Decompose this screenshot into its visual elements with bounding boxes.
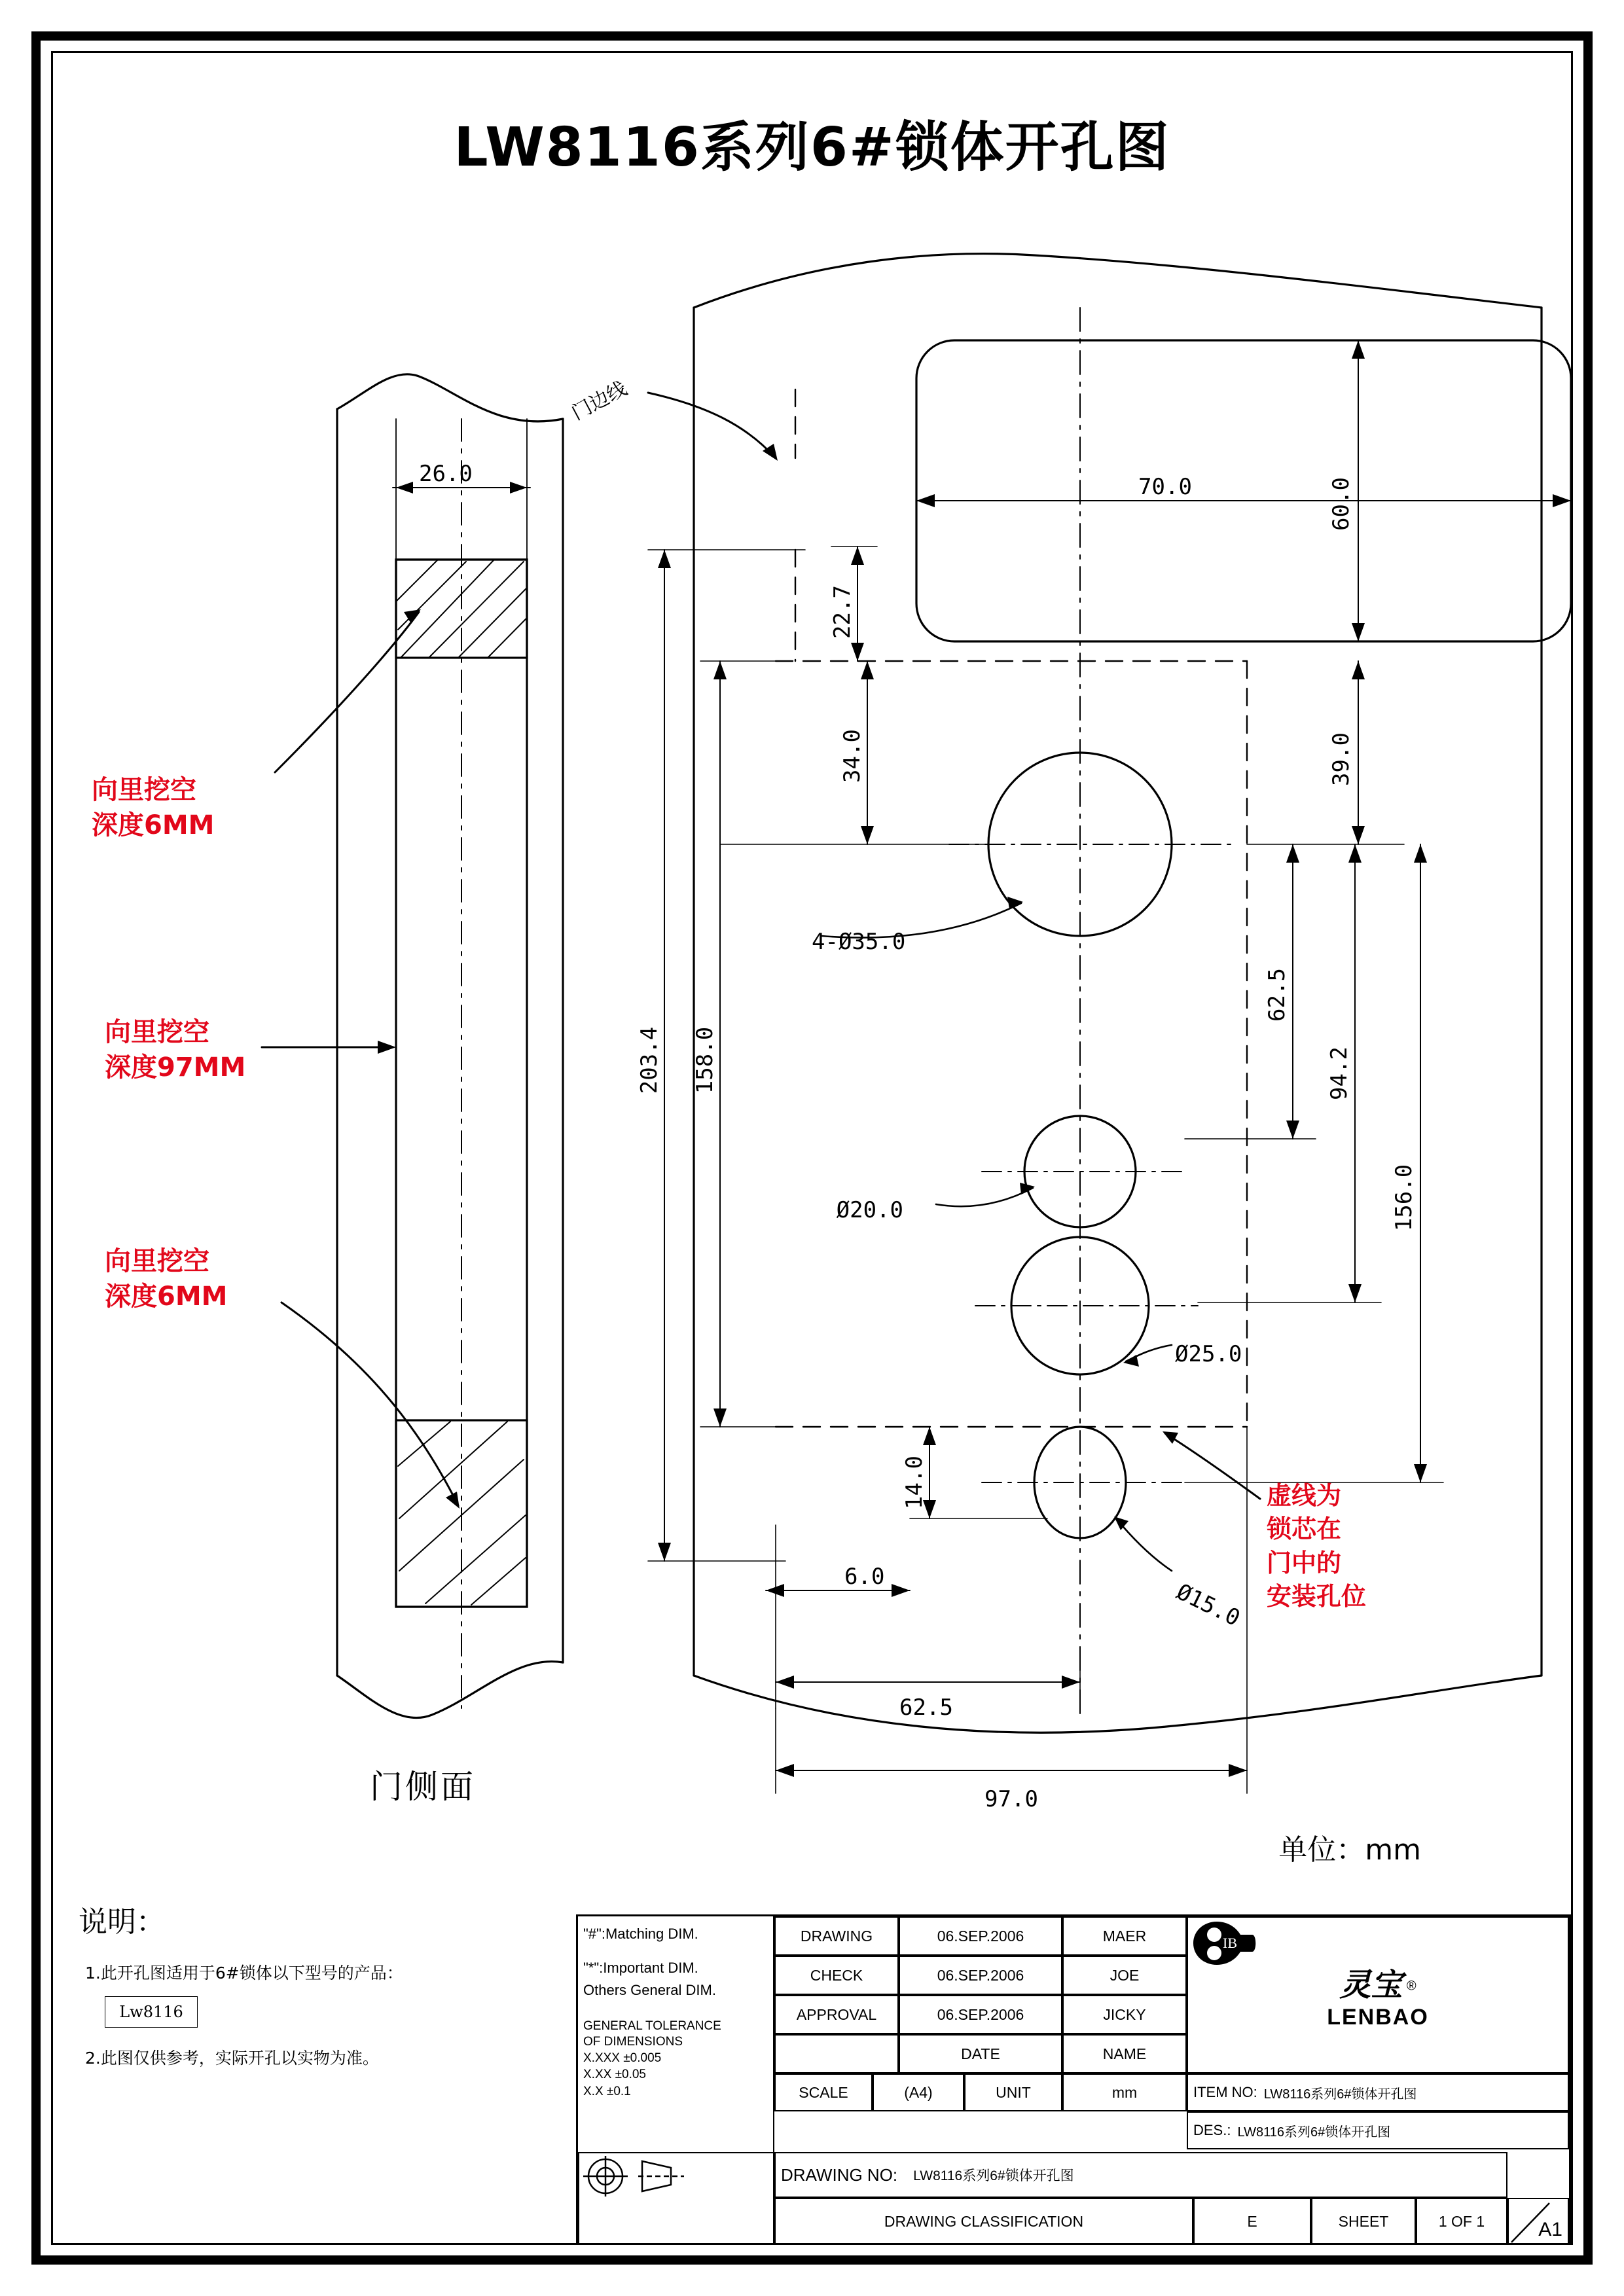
- dim-62-5-horizontal: 62.5: [899, 1695, 953, 1721]
- dim-26: 26.0: [419, 461, 473, 487]
- annotation-line: 锁芯在: [1267, 1515, 1342, 1544]
- page-title: LW8116系列6#锁体开孔图: [454, 117, 1170, 179]
- dim-60: 60.0: [1328, 477, 1354, 531]
- drawing-no-label: DRAWING NO:: [781, 2164, 898, 2185]
- dim-203-4: 203.4: [636, 1026, 662, 1094]
- dim-dia-15: Ø15.0: [1172, 1579, 1244, 1632]
- sheet-label: SHEET: [1311, 2198, 1416, 2245]
- tolerance-row: X.X ±0.1: [583, 2085, 631, 2099]
- dim-dia-35: 4-Ø35.0: [812, 929, 906, 955]
- drawing-no-row: [774, 2152, 1507, 2198]
- scale-label: SCALE: [774, 2073, 873, 2111]
- dim-158: 158.0: [692, 1026, 718, 1094]
- brand-name-en: LENBAO: [1327, 2005, 1429, 2030]
- check-role-label: CHECK: [774, 1956, 899, 1995]
- check-date: 06.SEP.2006: [899, 1956, 1062, 1995]
- brand-name-cn: 灵宝: [1339, 1967, 1403, 2003]
- annotation-line: 向里挖空: [105, 1017, 209, 1047]
- annotation-top-pocket: [92, 772, 214, 843]
- tolerance-important: "*":Important DIM.: [583, 1960, 698, 1977]
- annotation-dashed-zone: [1267, 1479, 1366, 1613]
- tolerance-gt-line1: GENERAL TOLERANCE: [583, 2019, 721, 2034]
- des-label: DES.:: [1193, 2122, 1231, 2138]
- unit-label: UNIT: [964, 2073, 1062, 2111]
- lenbao-logo-icon: [1188, 1918, 1260, 1969]
- classification-value: E: [1193, 2198, 1311, 2245]
- tolerance-gt-line2: OF DIMENSIONS: [583, 2035, 683, 2049]
- drawing-no-value: LW8116系列6#锁体开孔图: [913, 2168, 1074, 2183]
- dim-6: 6.0: [844, 1564, 885, 1590]
- item-no-value: LW8116系列6#锁体开孔图: [1263, 2087, 1417, 2102]
- dim-22-7: 22.7: [829, 585, 856, 639]
- note-2: 2.此图仅供参考，实际开孔以实物为准。: [85, 2049, 379, 2068]
- tolerance-block: [578, 1916, 774, 2152]
- registered-icon: ®: [1406, 1979, 1416, 1994]
- annotation-line: 向里挖空: [105, 1246, 209, 1276]
- note-1: 1.此开孔图适用于6#锁体以下型号的产品：: [85, 1964, 403, 1982]
- dim-34: 34.0: [839, 729, 865, 783]
- name-header: NAME: [1062, 2034, 1187, 2073]
- sheet-value: 1 OF 1: [1416, 2198, 1507, 2245]
- annotation-line: 深度6MM: [105, 1282, 228, 1312]
- approval-role-label: APPROVAL: [774, 1995, 899, 2034]
- des-row: [1187, 2111, 1569, 2149]
- item-no-row: [1187, 2073, 1569, 2111]
- dim-94-2: 94.2: [1326, 1047, 1352, 1100]
- svg-text:IB: IB: [1223, 1935, 1237, 1951]
- first-angle-projection-icon: [579, 2153, 691, 2199]
- unit-value: mm: [1062, 2073, 1187, 2111]
- dim-97: 97.0: [984, 1786, 1038, 1812]
- approval-date: 06.SEP.2006: [899, 1995, 1062, 2034]
- classification-label: DRAWING CLASSIFICATION: [774, 2198, 1193, 2245]
- notes-title: 说明：: [79, 1905, 165, 1939]
- side-view-label: 门侧面: [370, 1768, 476, 1806]
- size-code-text: A1: [1538, 2219, 1562, 2240]
- annotation-line: 向里挖空: [92, 775, 196, 805]
- unit-note: 单位：mm: [1278, 1833, 1421, 1867]
- annotation-bottom-pocket: [105, 1244, 227, 1314]
- door-edge-label: 门边线: [568, 377, 631, 425]
- note-model-box: Lw8116: [105, 1996, 198, 2028]
- annotation-line: 虚线为: [1267, 1481, 1342, 1510]
- date-header: DATE: [899, 2034, 1062, 2073]
- tolerance-row: X.XX ±0.05: [583, 2068, 646, 2082]
- scale-value: (A4): [873, 2073, 964, 2111]
- tolerance-others: Others General DIM.: [583, 1982, 716, 1999]
- drawing-role-label: DRAWING: [774, 1916, 899, 1956]
- annotation-line: 深度6MM: [92, 810, 215, 840]
- des-value: LW8116系列6#锁体开孔图: [1237, 2125, 1391, 2140]
- annotation-line: 安装孔位: [1267, 1581, 1367, 1611]
- annotation-line: 深度97MM: [105, 1052, 246, 1083]
- projection-symbol: [578, 2152, 774, 2245]
- drawing-name: MAER: [1062, 1916, 1187, 1956]
- dim-70: 70.0: [1138, 474, 1192, 500]
- tolerance-row: X.XXX ±0.005: [583, 2051, 662, 2065]
- approval-name: JICKY: [1062, 1995, 1187, 2034]
- annotation-line: 门中的: [1267, 1548, 1342, 1577]
- check-name: JOE: [1062, 1956, 1187, 1995]
- title-block: [576, 1914, 1571, 2245]
- sheet-size-code: [1507, 2198, 1569, 2245]
- drawing-date: 06.SEP.2006: [899, 1916, 1062, 1956]
- dim-dia-20: Ø20.0: [836, 1197, 903, 1223]
- dim-39: 39.0: [1328, 732, 1354, 786]
- dim-14: 14.0: [901, 1456, 928, 1509]
- spacer-cell: [774, 2034, 899, 2073]
- tolerance-matching: "#":Matching DIM.: [583, 1926, 698, 1942]
- dim-156: 156.0: [1391, 1164, 1417, 1232]
- annotation-middle-pocket: [105, 1014, 245, 1085]
- dim-dia-25: Ø25.0: [1175, 1341, 1242, 1367]
- item-no-label: ITEM NO:: [1193, 2084, 1257, 2100]
- dim-62-5-vertical: 62.5: [1264, 968, 1290, 1022]
- company-logo: [1187, 1916, 1569, 2073]
